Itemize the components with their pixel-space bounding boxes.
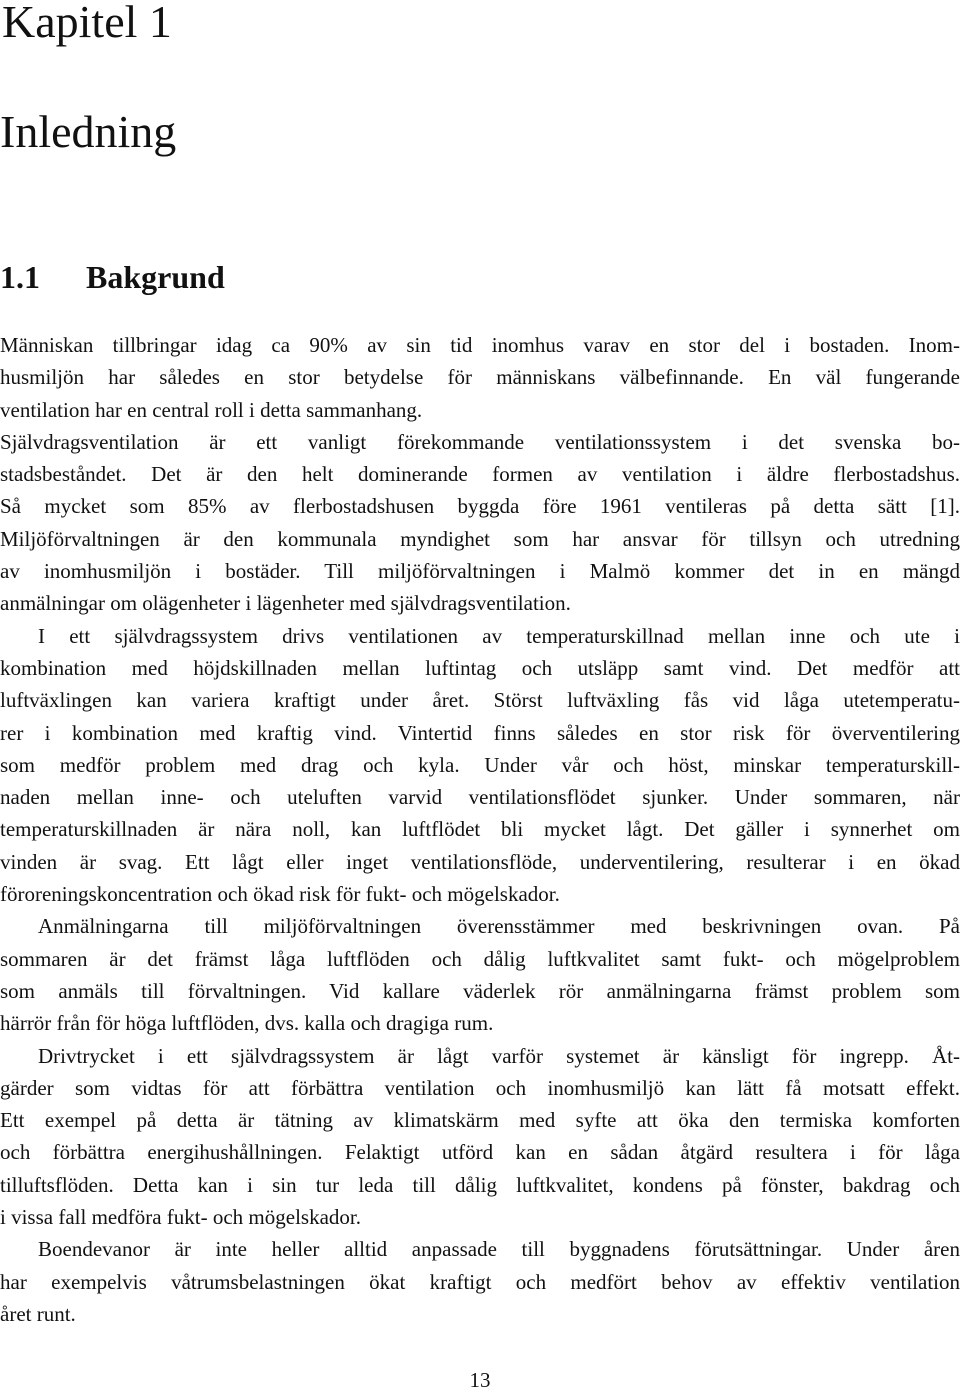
- text-line: Självdragsventilation är ett vanligt förekommande ventilationssystem i det svenska bo-: [0, 429, 960, 454]
- text-line: året runt.: [0, 1301, 76, 1326]
- text-line: ventilation har en central roll i detta sammanhang.: [0, 397, 423, 422]
- text-line: husmiljön har således en stor betydelse för människans välbefinnande. En väl fungerande: [0, 365, 960, 390]
- text-line: Så mycket som 85% av flerbostadshusen byggda före 1961 ventileras på detta sätt [1].: [0, 494, 960, 519]
- chapter-title: Inledning: [0, 106, 177, 157]
- text-line: som anmäls till förvaltningen. Vid kallare väderlek rör anmälningarna främst problem som: [0, 978, 960, 1003]
- text-line: Boendevanor är inte heller alltid anpassade till byggnadens förutsättningar. Under åren: [38, 1237, 960, 1262]
- text-line: Drivtrycket i ett självdragssystem är lågt varför systemet är känsligt för ingrepp. Åt-: [38, 1043, 960, 1068]
- text-line: sommaren är det främst låga luftflöden och dålig luftkvalitet samt fukt- och mögelproblem: [0, 946, 960, 971]
- text-line: Anmälningarna till miljöförvaltningen överensstämmer med beskrivningen ovan. På: [38, 914, 960, 939]
- text-line: rer i kombination med kraftig vind. Vintertid finns således en stor risk för överventilering: [0, 720, 960, 745]
- text-line: som medför problem med drag och kyla. Under vår och höst, minskar temperaturskill-: [0, 752, 960, 777]
- text-line: föroreningskoncentration och ökad risk för fukt- och mögelskador.: [0, 882, 560, 907]
- text-line: naden mellan inne- och uteluften varvid ventilationsflödet sjunker. Under sommaren, när: [0, 785, 960, 810]
- text-line: Ett exempel på detta är tätning av klimatskärm med syfte att öka den termiska komforten: [0, 1108, 960, 1133]
- body-text: [0, 329, 960, 1330]
- chapter-label: Kapitel 1: [2, 0, 172, 47]
- text-line: stadsbeståndet. Det är den helt dominerande formen av ventilation i äldre flerbostadshus.: [0, 462, 960, 487]
- text-line: gärder som vidtas för att förbättra ventilation och inomhusmiljö kan lätt få motsatt effekt.: [0, 1075, 960, 1100]
- text-line: vinden är svag. Ett lågt eller inget ventilationsflöde, underventilering, resulterar i en ökad: [0, 849, 960, 874]
- text-line: kombination med höjdskillnaden mellan luftintag och utsläpp samt vind. Det medför att: [0, 655, 960, 680]
- text-line: Människan tillbringar idag ca 90% av sin tid inomhus varav en stor del i bostaden. Inom-: [0, 333, 960, 357]
- text-line: anmälningar om olägenheter i lägenheter med självdragsventilation.: [0, 591, 571, 616]
- section-number: 1.1: [0, 259, 40, 295]
- text-line: temperaturskillnaden är nära noll, kan luftflödet bli mycket lågt. Det gäller i synnerhet om: [0, 817, 960, 842]
- text-line: Miljöförvaltningen är den kommunala myndighet som har ansvar för tillsyn och utredning: [0, 526, 960, 551]
- text-line: av inomhusmiljön i bostäder. Till miljöförvaltningen i Malmö kommer det in en mängd: [0, 559, 960, 584]
- section-title: Bakgrund: [86, 259, 225, 295]
- text-line: och förbättra energihushållningen. Felaktigt utförd kan en sådan åtgärd resultera i för låga: [0, 1140, 960, 1165]
- text-line: luftväxlingen kan variera kraftigt under året. Störst luftväxling fås vid låga utetemperatu-: [0, 688, 960, 713]
- section-heading: [0, 255, 225, 299]
- text-line: har exempelvis våtrumsbelastningen ökat kraftigt och medfört behov av effektiv ventilation: [0, 1269, 960, 1294]
- text-line: I ett självdragssystem drivs ventilationen av temperaturskillnad mellan inne och ute i: [38, 623, 960, 648]
- text-line: i vissa fall medföra fukt- och mögelskador.: [0, 1205, 361, 1230]
- page-number: 13: [469, 1368, 491, 1392]
- text-line: härrör från för höga luftflöden, dvs. kalla och dragiga rum.: [0, 1011, 494, 1036]
- text-line: tilluftsflöden. Detta kan i sin tur leda till dålig luftkvalitet, kondens på fönster, bakdrag och: [0, 1172, 960, 1197]
